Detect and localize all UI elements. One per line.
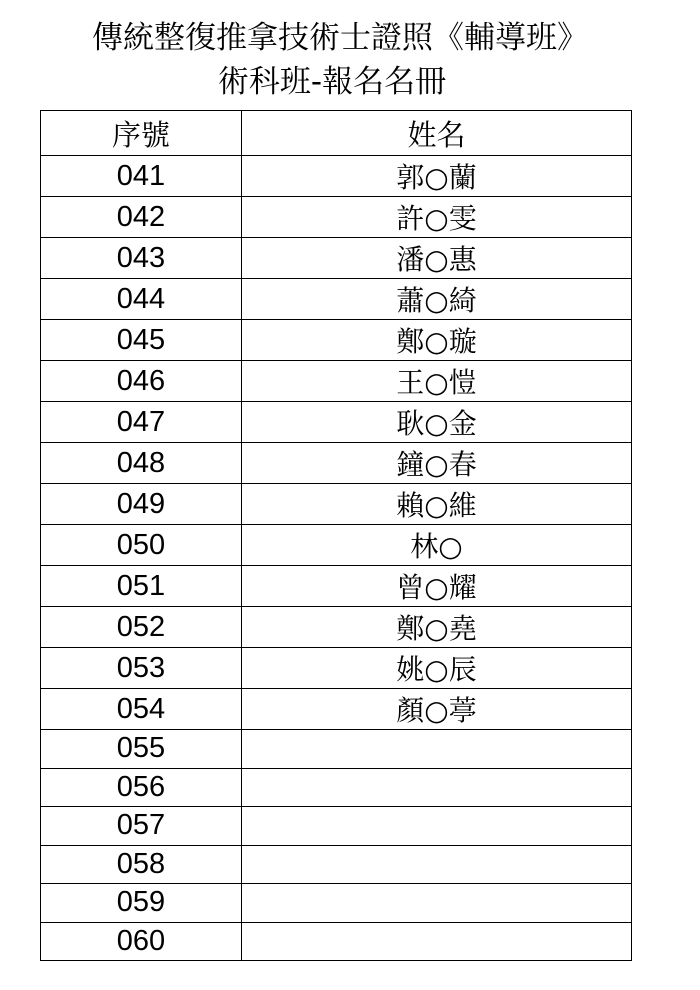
- table-row: [41, 884, 632, 923]
- cell-serial-number: 044: [41, 279, 242, 320]
- cell-serial-number: 054: [41, 689, 242, 730]
- table-row: [41, 197, 632, 238]
- table-row: [41, 484, 632, 525]
- cell-name: 郭○蘭: [242, 156, 632, 197]
- table-row: [41, 525, 632, 566]
- registration-table: [40, 110, 632, 961]
- table-row: [41, 566, 632, 607]
- table-row: [41, 443, 632, 484]
- cell-name: 鄭○堯: [242, 607, 632, 648]
- cell-name: 曾○耀: [242, 566, 632, 607]
- cell-serial-number: 049: [41, 484, 242, 525]
- table-row: [41, 607, 632, 648]
- table-row: [41, 279, 632, 320]
- cell-serial-number: 043: [41, 238, 242, 279]
- cell-serial-number: 058: [41, 845, 242, 884]
- table-row: [41, 238, 632, 279]
- document-title: 傳統整復推拿技術士證照《輔導班》: [92, 20, 588, 56]
- table-row: [41, 845, 632, 884]
- cell-serial-number: 056: [41, 768, 242, 807]
- cell-serial-number: 045: [41, 320, 242, 361]
- cell-serial-number: 055: [41, 730, 242, 769]
- table-row: [41, 402, 632, 443]
- cell-name: 林○: [242, 525, 632, 566]
- cell-name: [242, 807, 632, 846]
- cell-name: 姚○辰: [242, 648, 632, 689]
- cell-name: [242, 768, 632, 807]
- cell-name: 耿○金: [242, 402, 632, 443]
- cell-serial-number: 050: [41, 525, 242, 566]
- cell-name: [242, 922, 632, 961]
- cell-serial-number: 057: [41, 807, 242, 846]
- table-header-row: [41, 111, 632, 156]
- cell-serial-number: 060: [41, 922, 242, 961]
- cell-serial-number: 047: [41, 402, 242, 443]
- table-row: [41, 156, 632, 197]
- cell-name: 蕭○綺: [242, 279, 632, 320]
- cell-name: 顏○葶: [242, 689, 632, 730]
- cell-serial-number: 059: [41, 884, 242, 923]
- cell-serial-number: 053: [41, 648, 242, 689]
- cell-serial-number: 051: [41, 566, 242, 607]
- table-row: [41, 320, 632, 361]
- header-serial-number: 序號: [41, 111, 242, 156]
- cell-serial-number: 048: [41, 443, 242, 484]
- cell-serial-number: 046: [41, 361, 242, 402]
- table-row: [41, 768, 632, 807]
- cell-serial-number: 041: [41, 156, 242, 197]
- table-row: [41, 648, 632, 689]
- cell-name: [242, 730, 632, 769]
- table-row: [41, 730, 632, 769]
- cell-name: 潘○惠: [242, 238, 632, 279]
- cell-name: 許○雯: [242, 197, 632, 238]
- table-row: [41, 689, 632, 730]
- cell-name: 王○愷: [242, 361, 632, 402]
- cell-name: 鐘○春: [242, 443, 632, 484]
- table-row: [41, 361, 632, 402]
- cell-name: [242, 845, 632, 884]
- cell-serial-number: 042: [41, 197, 242, 238]
- cell-serial-number: 052: [41, 607, 242, 648]
- header-name: 姓名: [242, 111, 632, 156]
- table-row: [41, 922, 632, 961]
- cell-name: 賴○維: [242, 484, 632, 525]
- document-subtitle: 術科班-報名名冊: [217, 64, 447, 100]
- cell-name: 鄭○璇: [242, 320, 632, 361]
- cell-name: [242, 884, 632, 923]
- table-row: [41, 807, 632, 846]
